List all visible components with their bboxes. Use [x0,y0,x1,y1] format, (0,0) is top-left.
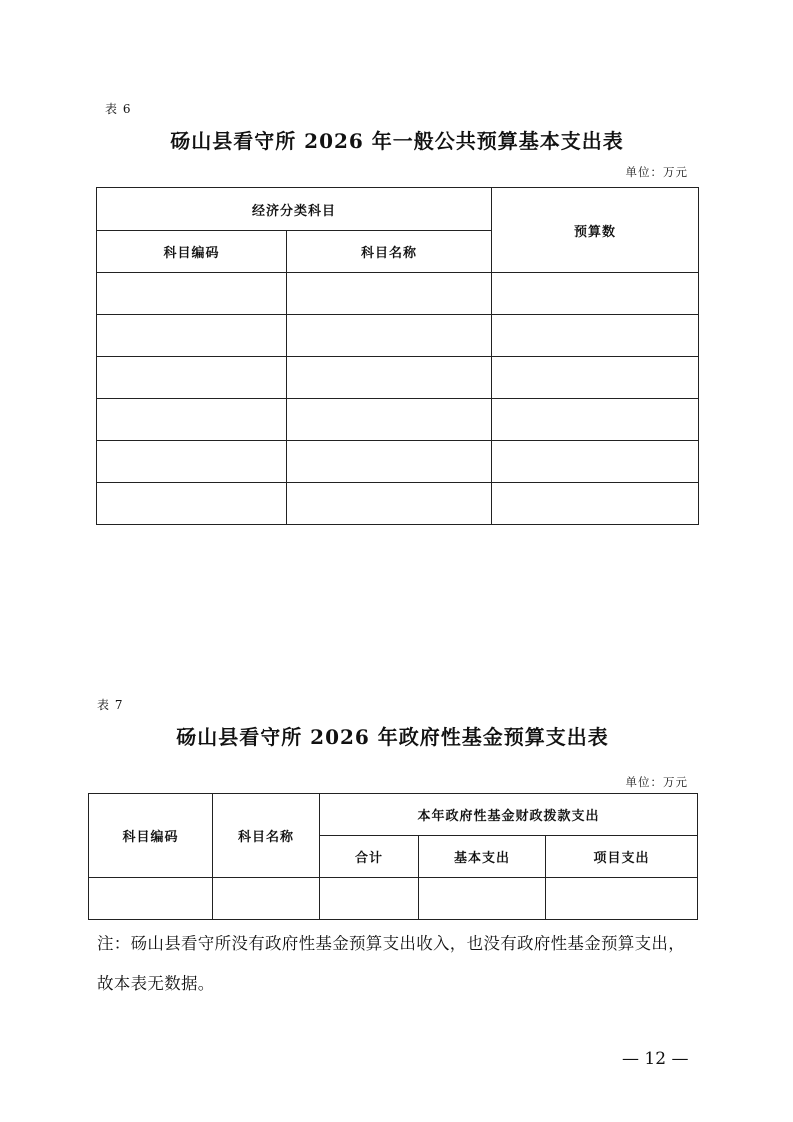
table6-col-code: 科目编码 [97,231,287,273]
table6-cell [492,273,699,315]
table7-cell [419,878,546,920]
table6-col-budget: 预算数 [492,188,699,273]
table6-cell [287,273,492,315]
table6-row [97,441,699,483]
table7-label: 表 7 [97,698,124,712]
table7-title: 砀山县看守所 2026 年政府性基金预算支出表 [176,725,609,749]
table6-cell [492,399,699,441]
page-number: — 12 — [622,1049,689,1069]
table6-cell [287,483,492,525]
table7-col-total: 合计 [320,836,419,878]
table6-cell [287,357,492,399]
table6-row [97,357,699,399]
table6-cell [492,357,699,399]
table6-cell [97,399,287,441]
table6-cell [97,357,287,399]
table6-cell [287,399,492,441]
table7-unit: 单位：万元 [625,775,688,789]
table7-cell [546,878,698,920]
table6-title: 砀山县看守所 2026 年一般公共预算基本支出表 [170,129,624,153]
table6-cell [492,441,699,483]
table7-col-basic: 基本支出 [419,836,546,878]
table7-col-code: 科目编码 [89,794,213,878]
table7-header-group: 本年政府性基金财政拨款支出 [320,794,698,836]
table6-cell [97,483,287,525]
table7-cell [320,878,419,920]
table6-row [97,273,699,315]
table6-row [97,315,699,357]
table7-cell [213,878,320,920]
table6-cell [97,441,287,483]
table6-cell [492,315,699,357]
table7-note: 注：砀山县看守所没有政府性基金预算支出收入，也没有政府性基金预算支出，故本表无数据。 [97,934,685,993]
table6-cell [97,273,287,315]
table7-row [89,878,698,920]
table6-cell [287,441,492,483]
table6-cell [287,315,492,357]
table6-header-group: 经济分类科目 [97,188,492,231]
table6-cell [97,315,287,357]
table7 [88,793,698,920]
table6-row [97,399,699,441]
table6 [96,187,699,525]
table6-row [97,483,699,525]
table7-col-name: 科目名称 [213,794,320,878]
table6-col-name: 科目名称 [287,231,492,273]
table6-label: 表 6 [105,102,132,116]
table6-cell [492,483,699,525]
table6-unit: 单位：万元 [625,165,688,179]
table7-col-project: 项目支出 [546,836,698,878]
table7-cell [89,878,213,920]
